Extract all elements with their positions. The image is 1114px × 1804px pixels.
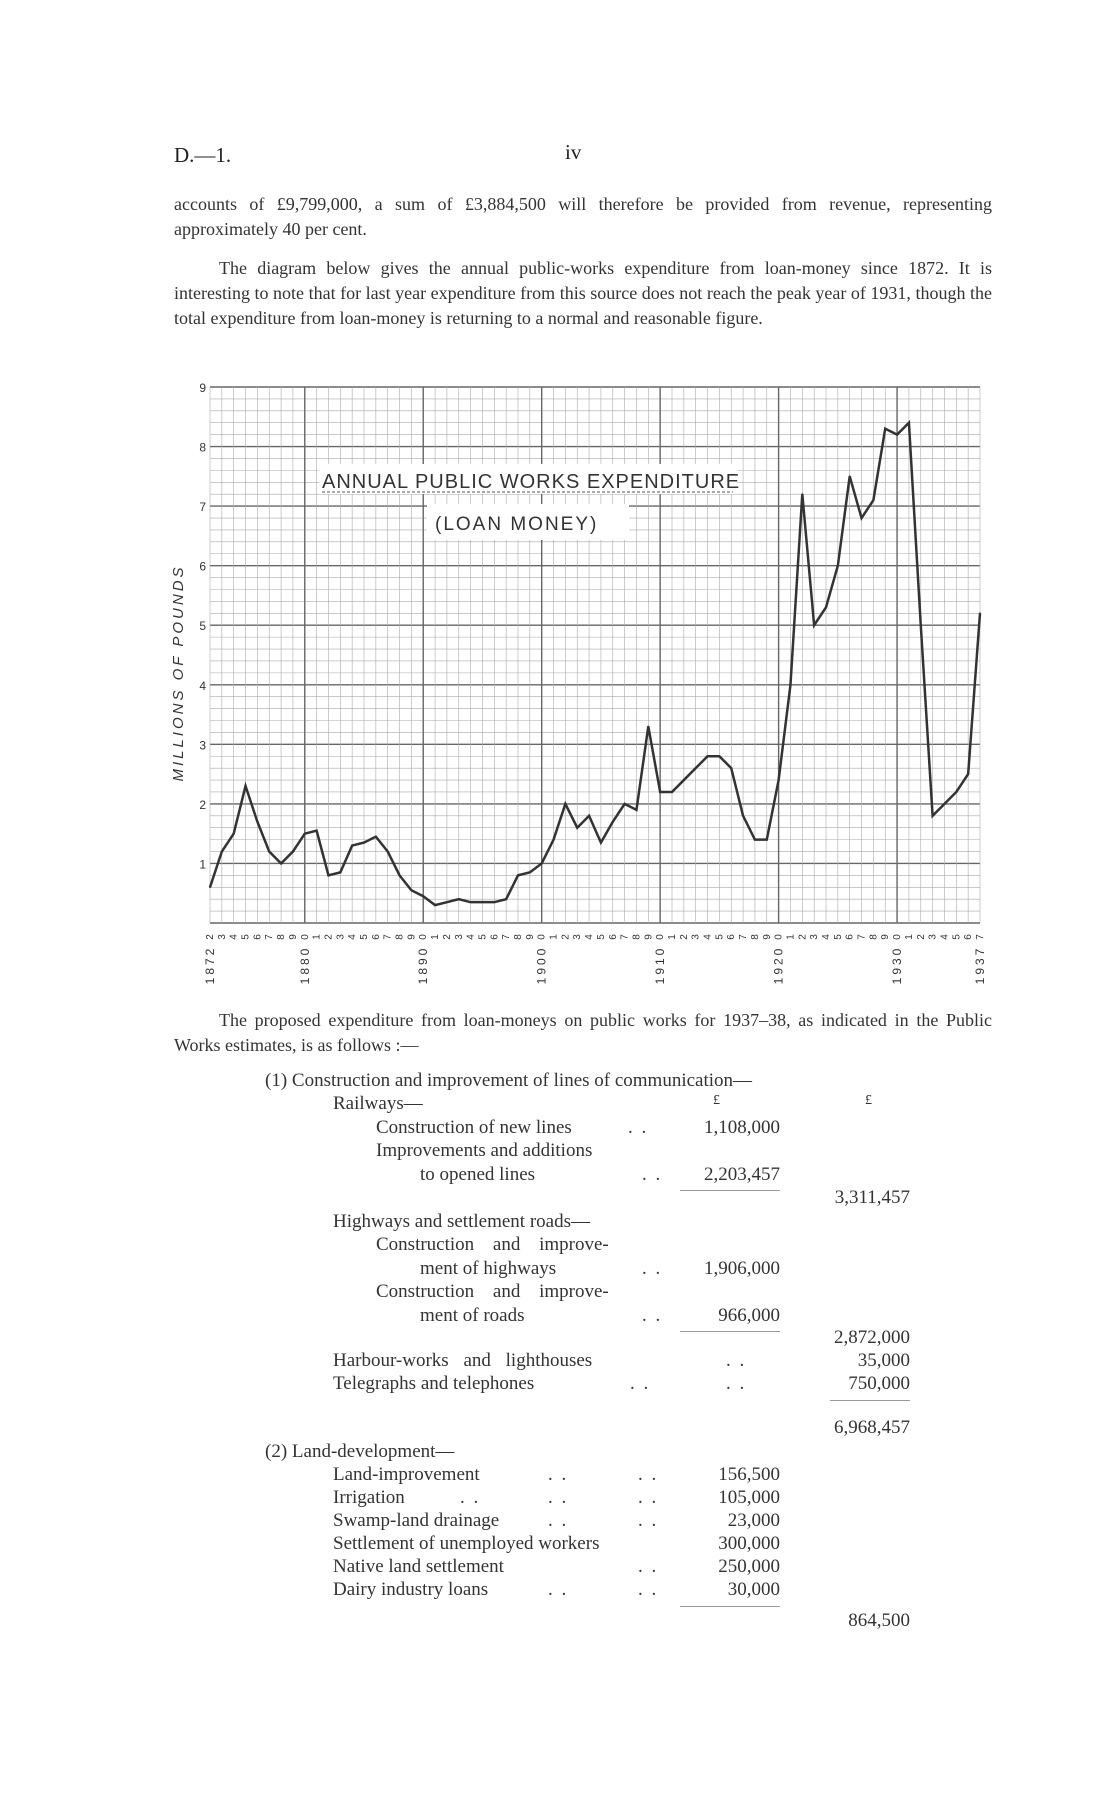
roads-construction-label-2: ment of roads — [420, 1305, 525, 1326]
data-point — [600, 842, 602, 844]
data-point — [576, 827, 578, 829]
section-1-heading: (1) Construction and improvement of lines of communication— — [265, 1070, 753, 1091]
x-year-digit: 9 — [287, 934, 299, 940]
x-year-digit: 2 — [560, 934, 572, 940]
data-point — [221, 851, 223, 853]
data-point — [493, 901, 495, 903]
data-point — [351, 845, 353, 847]
rail-new-lines-value: 1,108,000 — [704, 1117, 780, 1138]
x-year-digit: 6 — [607, 934, 619, 940]
x-decade-label: 1930 — [890, 945, 905, 985]
x-year-digit: 5 — [359, 934, 370, 940]
data-point — [245, 785, 247, 787]
swamp-drainage-value: 23,000 — [727, 1510, 780, 1531]
table-intro — [174, 1008, 992, 1058]
telegraphs-label: Telegraphs and telephones — [333, 1373, 535, 1394]
x-decade-label: 1910 — [653, 945, 668, 985]
intro-paragraph-diagram: The diagram below gives the annual public-works expenditure from loan-money since 1872. It is interesting to note that for last year expenditure from this source does not reach the peak year of 1931, though the total expenditure from loan-money is returning to a normal and reasonable figure. — [174, 258, 992, 328]
dairy-loans-value: 30,000 — [727, 1579, 780, 1600]
x-year-digit: 5 — [951, 934, 963, 940]
x-year-digit: 0 — [892, 934, 904, 940]
x-year-digit: 7 — [382, 934, 394, 940]
data-point — [730, 767, 732, 769]
data-point — [754, 839, 756, 841]
x-year-digit: 1 — [667, 934, 678, 940]
x-year-digit: 6 — [370, 934, 382, 940]
data-point — [422, 895, 424, 897]
data-point — [268, 851, 270, 853]
data-point — [896, 434, 898, 436]
x-year-digit: 2 — [915, 934, 927, 940]
x-decade-label: 1890 — [416, 945, 431, 985]
leader-dots: . . — [548, 1464, 569, 1485]
x-year-digit: 8 — [276, 934, 288, 940]
x-year-digit: 2 — [323, 934, 335, 940]
y-axis-label: MILLIONS OF POUNDS — [170, 564, 187, 782]
document-code: D.—1. — [174, 143, 232, 167]
data-point — [849, 475, 851, 477]
data-point — [470, 901, 472, 903]
leader-dots: . . — [638, 1464, 659, 1485]
native-settlement-label: Native land settlement — [333, 1556, 504, 1577]
x-year-digit: 6 — [489, 934, 501, 940]
data-point — [872, 499, 874, 501]
data-point — [588, 815, 590, 817]
data-point — [387, 851, 389, 853]
data-point — [967, 773, 969, 775]
x-year-digit: 5 — [714, 934, 726, 940]
x-year-digit: 4 — [465, 934, 477, 940]
x-year-digit: 0 — [773, 934, 785, 940]
x-year-digit: 4 — [228, 934, 240, 940]
dairy-loans-label: Dairy industry loans — [333, 1579, 489, 1600]
x-year-digit: 4 — [821, 934, 832, 940]
data-point — [541, 863, 543, 865]
data-point — [671, 791, 673, 793]
data-point — [624, 803, 626, 805]
data-point — [920, 624, 922, 626]
x-year-digit: 7 — [738, 934, 750, 940]
harbour-value: 35,000 — [857, 1350, 910, 1371]
x-year-digit: 8 — [394, 934, 406, 940]
data-point — [553, 839, 555, 841]
leader-dots: . . — [726, 1350, 747, 1371]
x-year-digit: 8 — [749, 934, 761, 940]
leader-dots: . . — [548, 1487, 569, 1508]
x-year-digit: 3 — [809, 934, 821, 940]
x-year-digit: 0 — [418, 934, 430, 940]
y-tick-label: 1 — [199, 857, 206, 872]
x-year-digit: 1 — [903, 934, 915, 940]
leader-dots: . . — [638, 1510, 659, 1531]
data-point — [813, 624, 815, 626]
section-2-heading: (2) Land-development— — [265, 1441, 455, 1462]
data-point — [908, 422, 910, 424]
intro-continuation: accounts of £9,799,000, a sum of £3,884,500 will therefore be provided from revenue, representing approximately 40 per cent. — [174, 194, 992, 239]
data-point — [636, 809, 638, 811]
data-point — [339, 871, 341, 873]
data-point — [233, 833, 235, 835]
x-year-digit: 4 — [347, 934, 359, 940]
x-year-digit: 8 — [868, 934, 880, 940]
data-point — [280, 863, 282, 865]
x-year-digit: 5 — [832, 934, 844, 940]
highways-total: 2,872,000 — [834, 1327, 910, 1348]
x-year-digit: 4 — [584, 934, 596, 940]
x-year-digit: 1 — [548, 934, 560, 940]
x-year-digit: 2 — [205, 934, 216, 940]
data-point — [944, 803, 946, 805]
leader-dots: . . — [638, 1487, 659, 1508]
irrigation-label: Irrigation — [333, 1487, 405, 1508]
leader-dots: . . — [460, 1487, 481, 1508]
y-tick-label: 9 — [199, 381, 206, 395]
x-year-digit: 3 — [335, 934, 347, 940]
data-point — [742, 815, 744, 817]
leader-dots: . . — [628, 1117, 649, 1138]
x-year-digit: 7 — [619, 934, 631, 940]
data-point — [884, 428, 886, 430]
data-point — [955, 791, 957, 793]
section-1-total: 6,968,457 — [834, 1417, 910, 1438]
y-tick-label: 7 — [199, 500, 206, 515]
y-tick-label: 4 — [199, 678, 206, 693]
y-tick-label: 5 — [199, 619, 206, 634]
subtotal-rule — [680, 1606, 780, 1607]
x-year-digit: 7 — [501, 934, 513, 940]
highways-heading: Highways and settlement roads— — [333, 1211, 590, 1232]
x-year-digit: 3 — [453, 934, 465, 940]
leader-dots: . . — [642, 1164, 663, 1185]
native-settlement-value: 250,000 — [718, 1556, 780, 1577]
x-year-digit: 9 — [406, 934, 418, 940]
data-point — [410, 889, 412, 891]
x-year-digit: 0 — [536, 934, 548, 940]
total-rule — [830, 1400, 910, 1401]
x-year-digit: 4 — [702, 934, 714, 940]
x-year-digit: 1 — [311, 934, 323, 940]
x-year-digit: 1 — [430, 934, 442, 940]
y-tick-label: 2 — [199, 797, 206, 812]
x-decade-label: 1900 — [534, 945, 549, 985]
data-point — [683, 779, 685, 781]
x-year-digit: 3 — [927, 934, 939, 940]
data-point — [209, 886, 211, 888]
swamp-drainage-label: Swamp-land drainage — [333, 1510, 500, 1531]
x-year-digit: 6 — [844, 934, 856, 940]
x-year-digit: 8 — [513, 934, 524, 940]
x-year-digit: 3 — [572, 934, 584, 940]
leader-dots: . . — [642, 1305, 663, 1326]
roads-construction-label: Construction and improve- — [376, 1281, 609, 1302]
telegraphs-value: 750,000 — [848, 1373, 910, 1394]
data-point — [458, 898, 460, 900]
pound-sign-col1: £ — [713, 1093, 720, 1108]
y-tick-label: 3 — [199, 738, 206, 753]
data-point — [695, 767, 697, 769]
roads-construction-value: 966,000 — [718, 1305, 780, 1326]
leader-dots: . . — [638, 1579, 659, 1600]
leader-dots: . . — [642, 1258, 663, 1279]
highways-construction-label: Construction and improve- — [376, 1234, 609, 1255]
data-point — [647, 726, 649, 728]
data-point — [718, 755, 720, 757]
x-year-digit: 3 — [216, 934, 228, 940]
data-point — [659, 791, 661, 793]
railways-total: 3,311,457 — [834, 1187, 910, 1208]
rail-improvements-label-2: to opened lines — [420, 1164, 536, 1185]
leader-dots: . . — [548, 1510, 569, 1531]
x-decade-label: 1872 — [203, 945, 217, 985]
x-year-digit: 4 — [939, 934, 951, 940]
data-point — [979, 612, 981, 614]
chart-title: ANNUAL PUBLIC WORKS EXPENDITURE — [322, 471, 741, 493]
rail-new-lines-label: Construction of new lines — [376, 1117, 572, 1138]
loan-expenditure-chart — [170, 375, 1005, 995]
leader-dots: . . — [630, 1373, 651, 1394]
y-tick-label: 6 — [199, 559, 206, 574]
highways-construction-label-2: ment of highways — [420, 1258, 557, 1279]
data-point — [707, 755, 709, 757]
x-year-digit: 0 — [299, 934, 311, 940]
x-year-digit: 9 — [524, 934, 536, 940]
table-intro-text: The proposed expenditure from loan-moneys on public works for 1937–38, as indicated in the Public Works estimates, is as follows :— — [174, 1010, 992, 1055]
land-improvement-label: Land-improvement — [333, 1464, 480, 1485]
leader-dots: . . — [726, 1373, 747, 1394]
data-point — [790, 684, 792, 686]
expenditure-series-line — [210, 423, 980, 905]
rail-improvements-value: 2,203,457 — [704, 1164, 780, 1185]
x-year-digit: 7 — [975, 934, 986, 940]
x-year-digit: 9 — [643, 934, 655, 940]
data-point — [932, 815, 934, 817]
x-year-digit: 8 — [631, 934, 643, 940]
x-year-digit: 0 — [655, 934, 667, 940]
x-decade-label: 1880 — [297, 945, 312, 985]
x-year-digit: 2 — [678, 934, 690, 940]
rail-improvements-label: Improvements and additions — [376, 1140, 593, 1161]
x-year-digit: 6 — [252, 934, 264, 940]
data-point — [861, 517, 863, 519]
unemployed-settlement-label: Settlement of unemployed workers — [333, 1533, 600, 1554]
data-point — [825, 606, 827, 608]
data-point — [304, 833, 306, 835]
data-point — [482, 901, 484, 903]
leader-dots: . . — [548, 1579, 569, 1600]
highways-construction-value: 1,906,000 — [704, 1258, 780, 1279]
x-year-digits — [205, 934, 986, 940]
data-point — [292, 851, 294, 853]
data-point — [529, 871, 531, 873]
data-point — [564, 803, 566, 805]
section-2-total: 864,500 — [848, 1610, 910, 1631]
data-point — [778, 779, 780, 781]
x-year-digit: 5 — [477, 934, 489, 940]
x-decade-label: 1920 — [771, 945, 786, 985]
data-point — [446, 901, 448, 903]
x-year-digit: 9 — [761, 934, 773, 940]
x-year-digit: 2 — [441, 934, 453, 940]
data-point — [517, 874, 519, 876]
x-year-digit: 7 — [856, 934, 868, 940]
x-year-digit: 7 — [264, 934, 276, 940]
x-year-digit: 6 — [963, 934, 975, 940]
data-point — [399, 874, 401, 876]
data-point — [363, 842, 365, 844]
data-point — [766, 839, 768, 841]
land-improvement-value: 156,500 — [718, 1464, 780, 1485]
data-point — [328, 874, 330, 876]
x-year-digit: 2 — [797, 934, 809, 940]
x-year-digit: 5 — [595, 934, 607, 940]
unemployed-settlement-value: 300,000 — [718, 1533, 780, 1554]
data-point — [801, 493, 803, 495]
data-point — [505, 898, 507, 900]
data-point — [837, 565, 839, 567]
x-year-digit: 9 — [880, 934, 892, 940]
page-number: iv — [565, 140, 582, 164]
data-point — [612, 821, 614, 823]
data-point — [316, 830, 318, 832]
x-year-digit: 5 — [240, 934, 252, 940]
chart-subtitle: (LOAN MONEY) — [435, 514, 599, 535]
pound-sign-col2: £ — [865, 1093, 872, 1108]
y-tick-labels — [199, 381, 206, 871]
intro-text — [174, 192, 992, 331]
x-decade-labels — [203, 946, 987, 985]
leader-dots: . . — [638, 1556, 659, 1577]
x-year-digit: 6 — [726, 934, 738, 940]
x-year-digit: 1 — [785, 934, 797, 940]
data-point — [434, 904, 436, 906]
harbour-label: Harbour-works and lighthouses — [333, 1350, 593, 1371]
x-decade-label: 1937 — [973, 945, 987, 985]
railways-heading: Railways— — [333, 1093, 423, 1114]
y-tick-label: 8 — [199, 440, 206, 455]
data-point — [375, 836, 377, 838]
irrigation-value: 105,000 — [718, 1487, 780, 1508]
data-point — [256, 821, 258, 823]
x-year-digit: 3 — [690, 934, 702, 940]
